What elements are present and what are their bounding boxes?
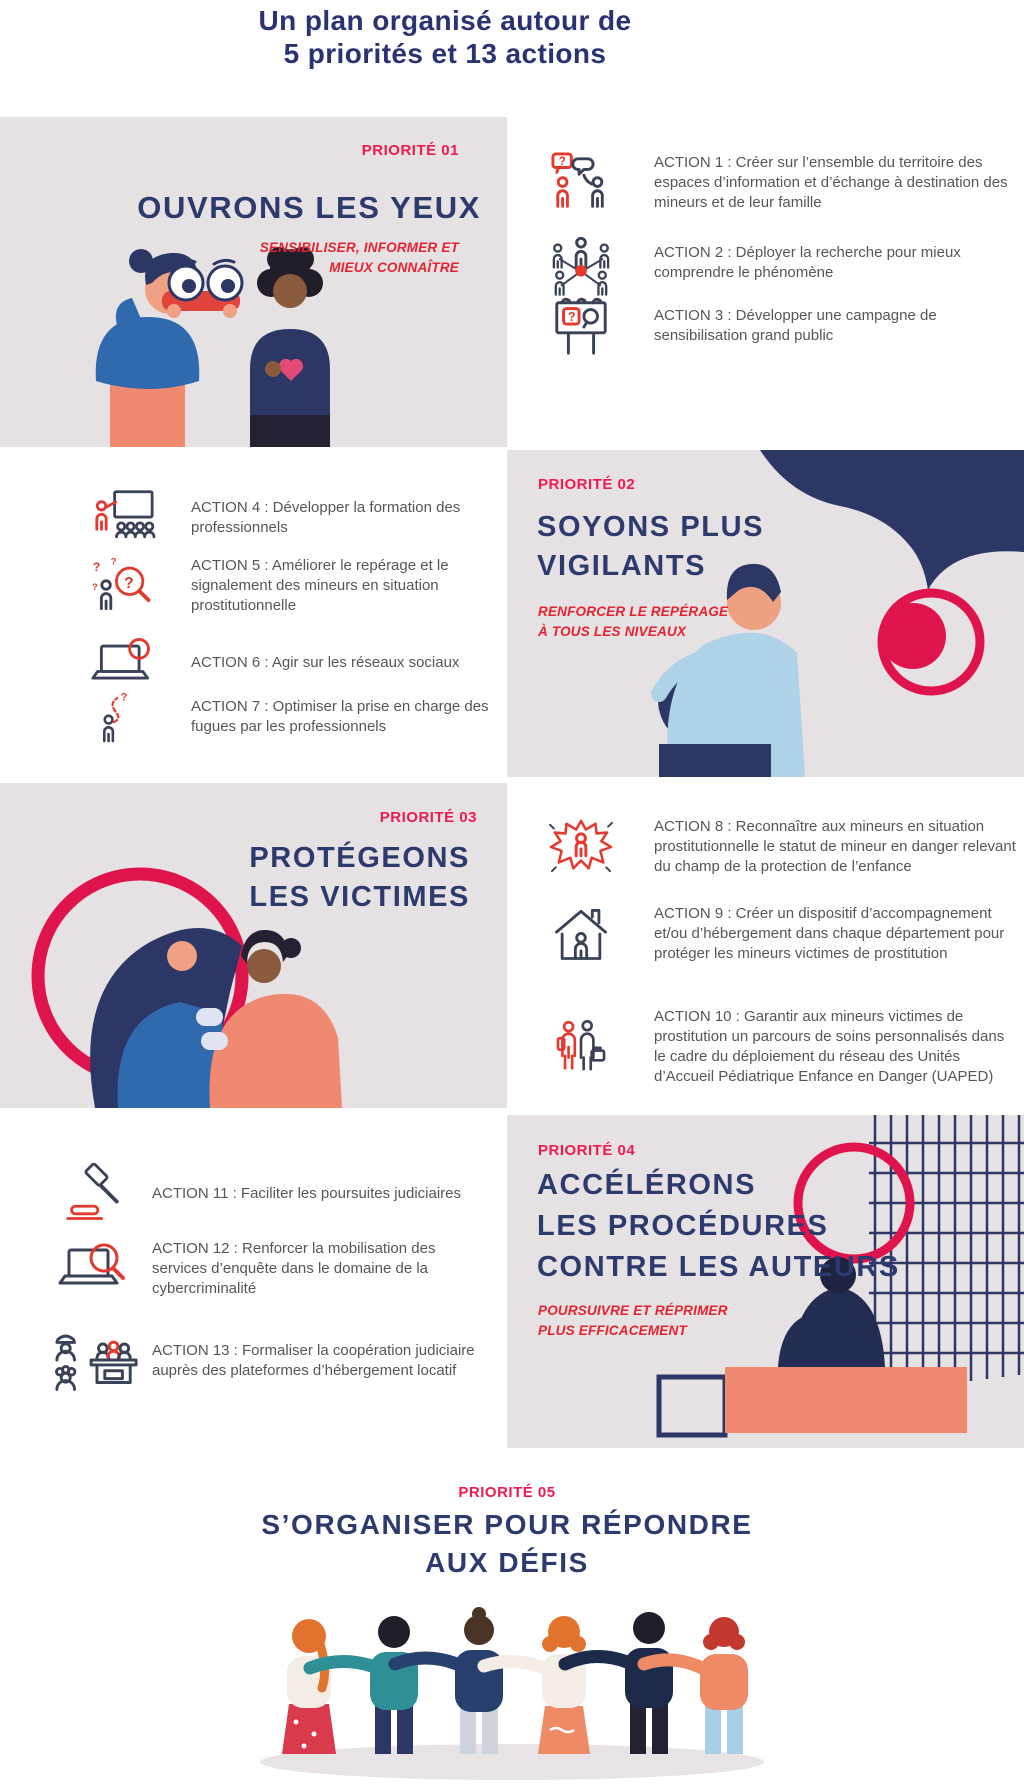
svg-text:?: ? bbox=[124, 573, 134, 592]
priority-2-title-line2: VIGILANTS bbox=[537, 549, 707, 582]
svg-text:?: ? bbox=[91, 580, 98, 592]
child-danger-burst-icon bbox=[546, 816, 616, 878]
priority-4-label: PRIORITÉ 04 bbox=[538, 1142, 636, 1159]
priority-2-subtitle bbox=[538, 602, 728, 641]
priority-1-title: OUVRONS LES YEUX bbox=[137, 190, 481, 225]
training-presentation-icon bbox=[90, 488, 158, 548]
svg-text:?: ? bbox=[92, 559, 101, 574]
action-3-text: ACTION 3 : Développer une campagne de sensibilisation grand public bbox=[654, 306, 937, 344]
priority-4-subtitle bbox=[538, 1301, 728, 1340]
priority-5-label: PRIORITÉ 05 bbox=[458, 1484, 556, 1501]
priority-3-title bbox=[249, 839, 470, 917]
action-9-text: ACTION 9 : Créer un dispositif d’accompagnement et/ou d’hébergement dans chaque département pour protéger les mineurs victimes de prostitution bbox=[654, 904, 1005, 963]
action-6-text: ACTION 6 : Agir sur les réseaux sociaux bbox=[191, 653, 460, 671]
action-3-row bbox=[546, 294, 1016, 358]
priority-2-subtitle-line1: RENFORCER LE REPÉRAGE bbox=[538, 604, 729, 619]
runaway-path-icon bbox=[90, 686, 158, 748]
priority-1-panel bbox=[0, 117, 507, 447]
action-11-text: ACTION 11 : Faciliter les poursuites judiciaires bbox=[152, 1184, 461, 1202]
priority-5-title-line1: S’ORGANISER POUR RÉPONDRE bbox=[261, 1509, 753, 1540]
action-13-text: ACTION 13 : Formaliser la coopération judiciaire auprès des plateformes d’hébergement locatif bbox=[152, 1341, 475, 1379]
action-1-text: ACTION 1 : Créer sur l’ensemble du territoire des espaces d’information et d’échange à destination des mineurs et de leur famille bbox=[654, 153, 1008, 212]
priority-5-illustration bbox=[254, 1572, 769, 1782]
page-title-line2: 5 priorités et 13 actions bbox=[283, 38, 607, 69]
action-5-row bbox=[90, 552, 491, 620]
action-7-row bbox=[90, 686, 491, 748]
action-5-text: ACTION 5 : Améliorer le repérage et le signalement des mineurs en situation prostitutionnelle bbox=[191, 556, 449, 615]
priority-2-title bbox=[537, 508, 764, 586]
action-8-text: ACTION 8 : Reconnaître aux mineurs en situation prostitutionnelle le statut de mineur en danger relevant du champ de la protection de l’enfance bbox=[654, 817, 1016, 876]
laptop-social-network-icon bbox=[90, 634, 158, 692]
priority-5-title-line2: AUX DÉFIS bbox=[425, 1547, 589, 1579]
judicial-cooperation-icon bbox=[52, 1326, 140, 1396]
priority-3-title-line2: LES VICTIMES bbox=[249, 880, 470, 913]
shelter-house-icon bbox=[546, 903, 616, 965]
priority-1-subtitle bbox=[260, 238, 459, 277]
priority-4-subtitle-line2: PLUS EFFICACEMENT bbox=[538, 1322, 687, 1338]
action-2-text: ACTION 2 : Déployer la recherche pour mieux comprendre le phénomène bbox=[654, 243, 961, 281]
priority-5-title bbox=[0, 1506, 1014, 1582]
svg-text:?: ? bbox=[110, 555, 117, 567]
action-9-row bbox=[546, 892, 1016, 976]
svg-text:?: ? bbox=[567, 310, 576, 325]
priority-3-label: PRIORITÉ 03 bbox=[379, 809, 477, 826]
action-1-row bbox=[546, 140, 1016, 226]
action-12-text: ACTION 12 : Renforcer la mobilisation des services d’enquête dans le domaine de la cybercriminalité bbox=[152, 1239, 436, 1298]
research-network-icon bbox=[546, 232, 616, 294]
dialogue-people-icon bbox=[546, 152, 616, 214]
action-6-row bbox=[90, 634, 491, 692]
action-11-row bbox=[52, 1158, 487, 1230]
action-10-row bbox=[546, 988, 1016, 1106]
priority-4-title-line3: CONTRE LES AUTEURS bbox=[537, 1251, 900, 1284]
svg-text:?: ? bbox=[120, 691, 128, 704]
billboard-campaign-icon bbox=[546, 295, 616, 357]
action-8-row bbox=[546, 806, 1016, 888]
priority-1-subtitle-line2: MIEUX CONNAÎTRE bbox=[329, 259, 459, 275]
priority-4-title-line2: LES PROCÉDURES bbox=[537, 1210, 829, 1243]
priority-1-label: PRIORITÉ 01 bbox=[361, 142, 459, 159]
svg-text:?: ? bbox=[558, 155, 566, 169]
action-4-text: ACTION 4 : Développer la formation des professionnels bbox=[191, 498, 461, 536]
priority-4-title-line1: ACCÉLÉRONS bbox=[537, 1169, 757, 1201]
action-4-row bbox=[90, 488, 491, 548]
action-12-row bbox=[52, 1238, 487, 1300]
priority-4-subtitle-line1: POURSUIVRE ET RÉPRIMER bbox=[538, 1303, 728, 1318]
priority-2-title-line1: SOYONS PLUS bbox=[537, 511, 765, 543]
priority-3-panel bbox=[0, 783, 507, 1108]
page-title bbox=[0, 4, 890, 70]
priority-2-subtitle-line2: À TOUS LES NIVEAUX bbox=[538, 623, 687, 639]
priority-2-panel bbox=[507, 450, 1024, 777]
action-7-text: ACTION 7 : Optimiser la prise en charge des fugues par les professionnels bbox=[191, 697, 489, 735]
gavel-icon bbox=[52, 1163, 140, 1225]
action-10-text: ACTION 10 : Garantir aux mineurs victimes de prostitution un parcours de soins personnalisés dans le cadre du déploiement du réseau des Unités d’Accueil Pédiatrique Enfance en Danger (UAPED) bbox=[654, 1007, 1005, 1086]
care-companion-icon bbox=[546, 1016, 616, 1078]
priority-4-title bbox=[537, 1165, 900, 1289]
priority-2-label: PRIORITÉ 02 bbox=[538, 476, 636, 493]
priority-4-panel bbox=[507, 1115, 1024, 1448]
page-title-line1: Un plan organisé autour de bbox=[258, 5, 632, 36]
action-2-row bbox=[546, 232, 1016, 294]
priority-1-subtitle-line1: SENSIBILISER, INFORMER ET bbox=[259, 240, 459, 255]
identify-magnifier-icon bbox=[90, 555, 158, 617]
action-13-row bbox=[52, 1320, 487, 1402]
priority-3-title-line1: PROTÉGEONS bbox=[249, 842, 470, 874]
cybercrime-laptop-magnifier-icon bbox=[52, 1240, 140, 1298]
